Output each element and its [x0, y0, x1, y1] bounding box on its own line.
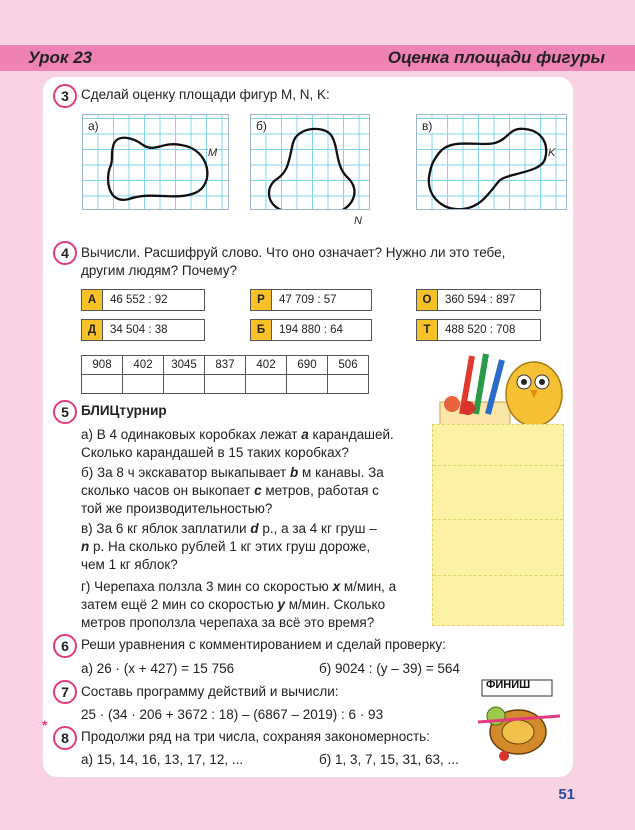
answer-cell[interactable] [328, 375, 369, 394]
code-cell: 3045 [164, 356, 205, 375]
shape-label-m: M [208, 147, 218, 159]
cipher-box-b [250, 319, 372, 341]
task3-text: Сделай оценку площади фигур M, N, K: [81, 87, 330, 102]
answer-cell[interactable] [82, 375, 123, 394]
task5b-line1: б) За 8 ч экскаватор выкапывает b м канавы. За [81, 465, 384, 480]
cipher-letter: Д [82, 320, 103, 340]
cipher-expression: 34 504 : 38 [110, 324, 168, 336]
cipher-box-d [81, 319, 205, 341]
task6-equation-a: а) 26 · (x + 427) = 15 756 [81, 661, 235, 676]
decode-table [81, 355, 369, 394]
cipher-expression: 46 552 : 92 [110, 294, 168, 306]
page-header [0, 45, 635, 71]
shape-panel-k [416, 114, 567, 210]
panel-label-c: в) [422, 119, 433, 133]
answer-cell[interactable] [123, 375, 164, 394]
task6-equation-b: б) 9024 : (y – 39) = 564 [319, 661, 460, 676]
shape-label-n: N [354, 215, 362, 227]
task7-text: Составь программу действий и вычисли: [81, 684, 339, 699]
cipher-expression: 360 594 : 897 [445, 294, 516, 306]
task6-text: Реши уравнения с комментированием и сделай проверку: [81, 637, 446, 652]
answer-cell[interactable] [287, 375, 328, 394]
lesson-title: Урок 23 [28, 48, 93, 67]
owl-pencils-illustration [432, 352, 567, 432]
star-icon: * [42, 717, 48, 733]
answer-sticky-area[interactable] [432, 424, 564, 626]
code-cell: 402 [123, 356, 164, 375]
task-number-6: 6 [53, 634, 77, 658]
cipher-letter: О [417, 290, 438, 310]
task5c-line2: n р. На сколько рублей 1 кг этих груш дороже, [81, 539, 371, 554]
answer-cell[interactable] [246, 375, 287, 394]
task5c-line3: чем 1 кг яблок? [81, 557, 178, 572]
cipher-letter: Т [417, 320, 438, 340]
code-cell: 506 [328, 356, 369, 375]
cipher-box-r [250, 289, 372, 311]
task-number-8: 8 [53, 726, 77, 750]
cipher-expression: 488 520 : 708 [445, 324, 516, 336]
shape-m [83, 115, 228, 209]
task5a-line1: а) В 4 одинаковых коробках лежат а карандашей. [81, 427, 394, 442]
cipher-expression: 194 880 : 64 [279, 324, 343, 336]
shape-k [417, 115, 566, 209]
task5c-line1: в) За 6 кг яблок заплатили d р., а за 4 кг груш – [81, 521, 377, 536]
task5b-line2: сколько часов он выкопает c метров, работая с [81, 483, 379, 498]
cipher-expression: 47 709 : 57 [279, 294, 337, 306]
cipher-letter: А [82, 290, 103, 310]
task5d-line2: затем ещё 2 мин со скоростью y м/мин. Сколько [81, 597, 386, 612]
panel-label-b: б) [256, 119, 267, 133]
cipher-letter: Р [251, 290, 272, 310]
task-number-4: 4 [53, 241, 77, 265]
table-row [82, 375, 369, 394]
task8-row-a: а) 15, 14, 16, 13, 17, 12, ... [81, 752, 244, 767]
task-number-5: 5 [53, 400, 77, 424]
panel-label-a: а) [88, 119, 99, 133]
answer-cell[interactable] [164, 375, 205, 394]
task5d-line3: метров проползла черепаха за всё это время? [81, 615, 375, 630]
answer-cell[interactable] [205, 375, 246, 394]
shape-label-k: K [548, 147, 556, 159]
cipher-letter: Б [251, 320, 272, 340]
shape-n [251, 115, 369, 209]
cipher-box-a [81, 289, 205, 311]
task5a-line2: Сколько карандашей в 15 таких коробках? [81, 445, 349, 460]
cipher-box-o [416, 289, 541, 311]
cipher-box-t [416, 319, 541, 341]
code-cell: 837 [205, 356, 246, 375]
task7-expression: 25 · (34 · 206 + 3672 : 18) – (6867 – 2019) : 6 · 93 [81, 707, 384, 722]
task4-line1: Вычисли. Расшифруй слово. Что оно означает? Нужно ли это тебе, [81, 245, 506, 260]
task5-title: БЛИЦтурнир [81, 403, 167, 418]
task8-text: Продолжи ряд на три числа, сохраняя закономерность: [81, 729, 430, 744]
shape-panel-m [82, 114, 229, 210]
code-cell: 908 [82, 356, 123, 375]
code-cell: 402 [246, 356, 287, 375]
task5b-line3: той же производительностью? [81, 501, 273, 516]
task-number-7: 7 [53, 680, 77, 704]
topic-title: Оценка площади фигуры [387, 48, 605, 67]
task4-line2: другим людям? Почему? [81, 263, 238, 278]
task-number-3: 3 [53, 84, 77, 108]
finish-label: ФИНИШ [486, 679, 531, 691]
page-number: 51 [558, 786, 575, 803]
table-row [82, 356, 369, 375]
task5d-line1: г) Черепаха ползла 3 мин со скоростью x м/мин, а [81, 579, 397, 594]
code-cell: 690 [287, 356, 328, 375]
task8-row-b: б) 1, 3, 7, 15, 31, 63, ... [319, 752, 459, 767]
shape-panel-n [250, 114, 370, 227]
